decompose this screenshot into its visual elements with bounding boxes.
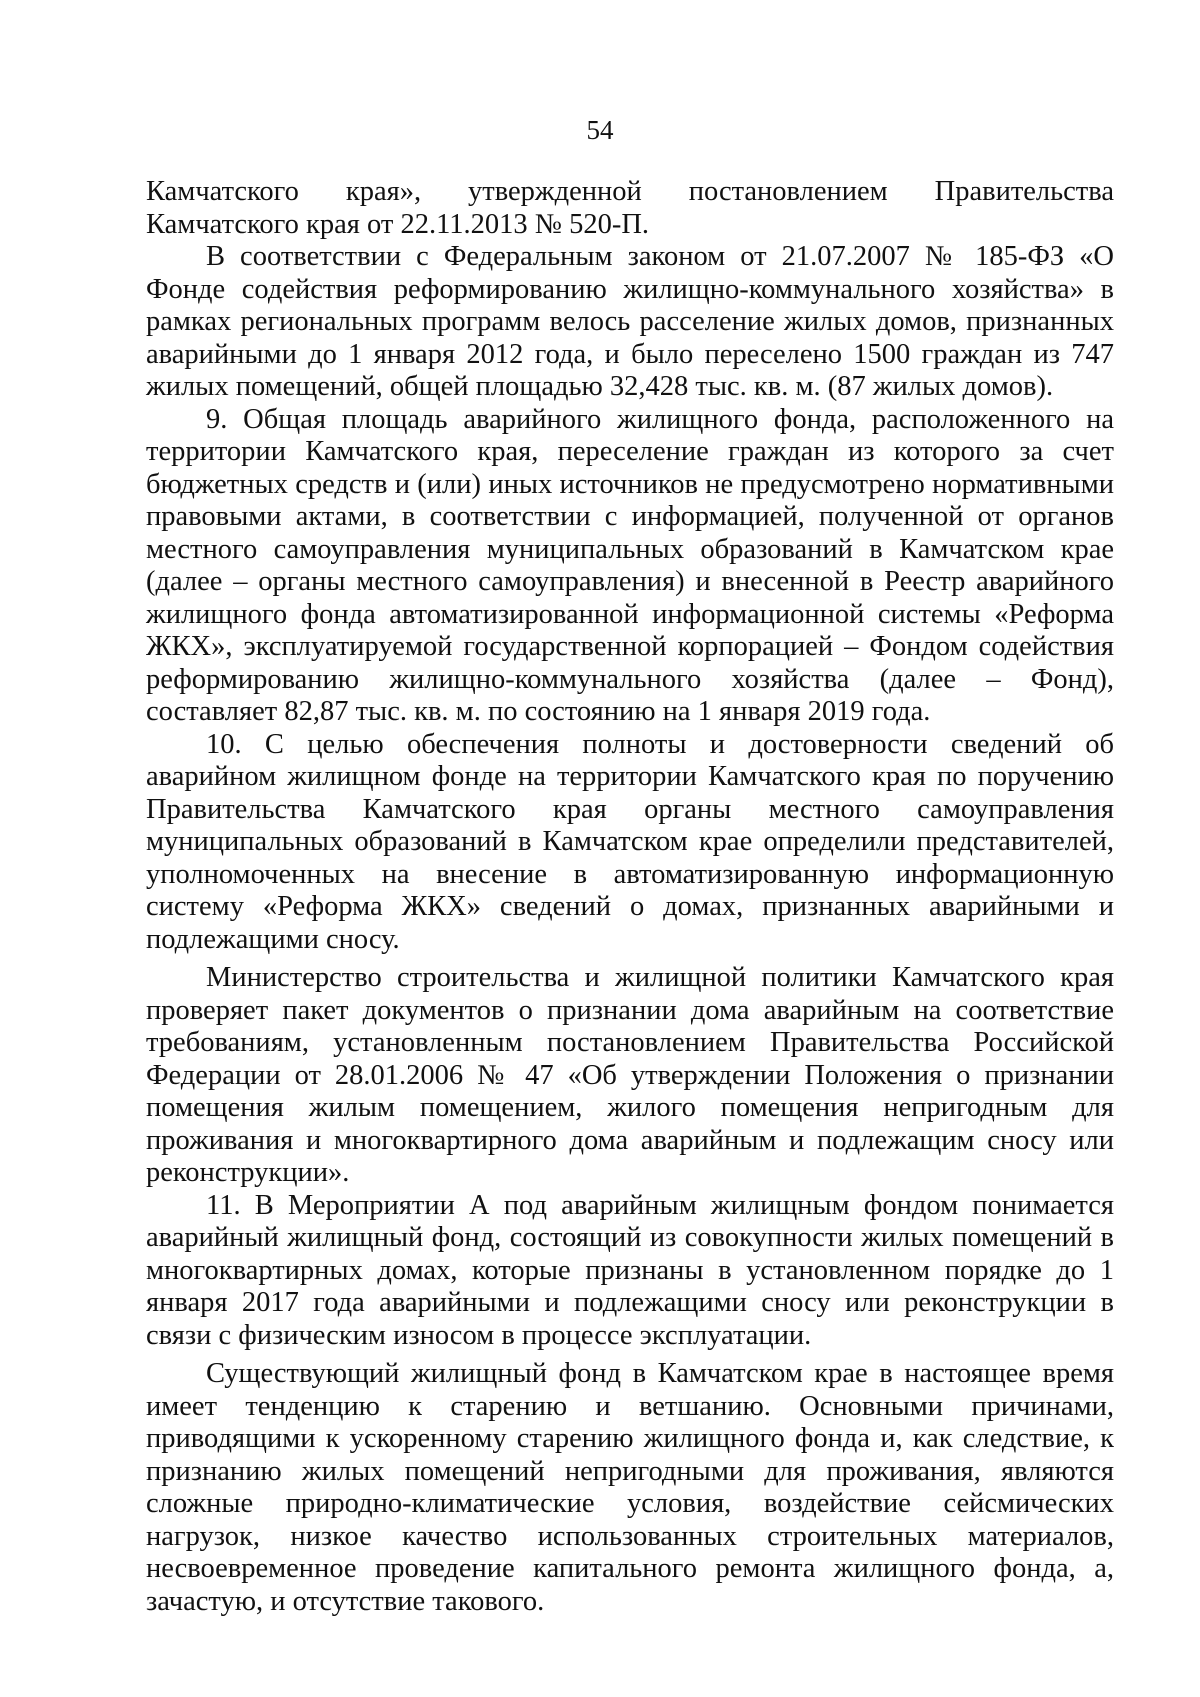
paragraph-housing-stock: Существующий жилищный фонд в Камчатском крае в настоящее время имеет тенденцию к старению и ветшанию. Основными причинами, приводящими к ускоренному старению жилищного фонда и, как следствие, к признанию жилых помещений непригодными для проживания, являются сложные природно-климатические условия, воздействие сейсмических нагрузок, низкое качество использованных строительных материалов, несвоевременное проведение капитального ремонта жилищного фонда, а, зачастую, и отсутствие такового.: [146, 1358, 1114, 1617]
paragraph-ministry: Министерство строительства и жилищной политики Камчатского края проверяет пакет документов о признании дома аварийным на соответствие требованиям, установленным постановлением Правительства Российской Федерации от 28.01.2006 № 47 «Об утверждении Положения о признании помещения жилым помещением, жилого помещения непригодным для проживания и многоквартирного дома аварийным и подлежащим сносу или реконструкции».: [146, 962, 1114, 1188]
paragraph-item-11: 11. В Мероприятии А под аварийным жилищным фондом понимается аварийный жилищный фонд, состоящий из совокупности жилых помещений в многоквартирных домах, которые признаны в установленном порядке до 1 января 2017 года аварийными и подлежащими сносу или реконструкции в связи с физическим износом в процессе эксплуатации.: [146, 1189, 1114, 1351]
document-body: [146, 176, 1114, 1618]
paragraph-federal-law: В соответствии с Федеральным законом от 21.07.2007 № 185-ФЗ «О Фонде содействия реформированию жилищно-коммунального хозяйства» в рамках региональных программ велось расселение жилых домов, признанных аварийными до 1 января 2012 года, и было переселено 1500 граждан из 747 жилых помещений, общей площадью 32,428 тыс. кв. м. (87 жилых домов).: [146, 241, 1114, 402]
paragraph-item-9: 9. Общая площадь аварийного жилищного фонда, расположенного на территории Камчатского края, переселение граждан из которого за счет бюджетных средств и (или) иных источников не предусмотрено нормативными правовыми актами, в соответствии с информацией, полученной от органов местного самоуправления муниципальных образований в Камчатском крае (далее – органы местного самоуправления) и внесенной в Реестр аварийного жилищного фонда автоматизированной информационной системы «Реформа ЖКХ», эксплуатируемой государственной корпорацией – Фондом содействия реформированию жилищно-коммунального хозяйства (далее – Фонд), составляет 82,87 тыс. кв. м. по состоянию на 1 января 2019 года.: [146, 403, 1114, 727]
paragraph-item-10: 10. С целью обеспечения полноты и достоверности сведений об аварийном жилищном фонде на территории Камчатского края по поручению Правительства Камчатского края органы местного самоуправления муниципальных образований в Камчатском крае определили представителей, уполномоченных на внесение в автоматизированную информационную систему «Реформа ЖКХ» сведений о домах, признанных аварийными и подлежащими сносу.: [146, 728, 1114, 955]
page-number: 54: [586, 115, 614, 145]
paragraph-continuation: Камчатского края», утвержденной постановлением Правительства Камчатского края от 22.11.2013 № 520-П.: [146, 176, 1114, 240]
